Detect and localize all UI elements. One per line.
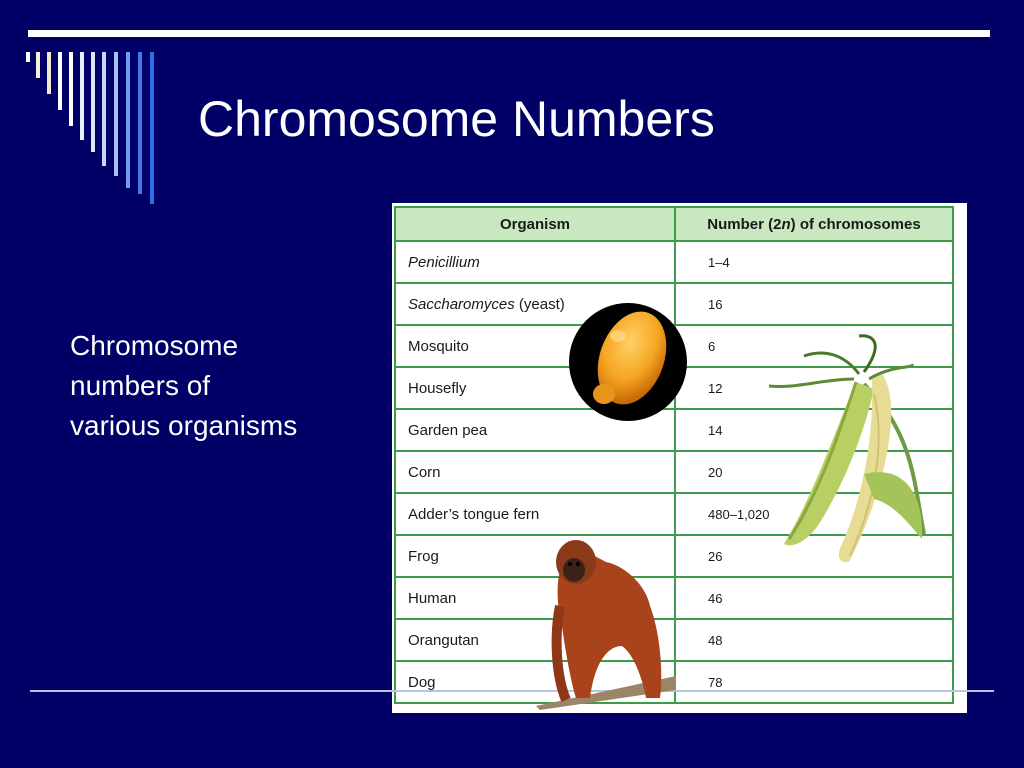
number-cell: 20 <box>675 451 953 493</box>
number-cell: 78 <box>675 661 953 703</box>
number-cell: 46 <box>675 577 953 619</box>
organism-cell <box>395 241 675 283</box>
number-cell: 16 <box>675 283 953 325</box>
number-cell: 12 <box>675 367 953 409</box>
organism-name: Orangutan <box>408 631 479 649</box>
organism-cell <box>395 451 675 493</box>
organism-name: Housefly <box>408 379 467 397</box>
number-cell: 48 <box>675 619 953 661</box>
header-number-italic: n <box>781 215 791 233</box>
organism-italic: Saccharomyces <box>408 295 515 313</box>
number-cell: 26 <box>675 535 953 577</box>
header-number-suffix: ) of chromosomes <box>790 215 921 233</box>
yeast-cell-image <box>568 302 688 422</box>
organism-name: (yeast) <box>514 295 565 313</box>
organism-name: Mosquito <box>408 337 469 355</box>
number-cell: 6 <box>675 325 953 367</box>
top-rule <box>28 30 990 37</box>
number-cell: 1–4 <box>675 241 953 283</box>
organism-name: Dog <box>408 673 436 691</box>
corn-cobs-image <box>764 334 944 574</box>
slide-title: Chromosome Numbers <box>198 91 715 147</box>
table-row <box>395 241 953 283</box>
number-cell: 14 <box>675 409 953 451</box>
organism-italic: Penicillium <box>408 253 480 271</box>
bottom-rule <box>30 690 994 692</box>
header-organism: Organism <box>395 207 675 241</box>
body-line: Chromosome <box>70 330 239 361</box>
organism-name: Frog <box>408 547 439 565</box>
organism-name: Corn <box>408 463 441 481</box>
organism-name: Human <box>408 589 457 607</box>
number-cell: 480–1,020 <box>675 493 953 535</box>
body-line: various organisms <box>70 410 298 441</box>
table-header-row <box>395 207 953 241</box>
organism-name: Garden pea <box>408 421 488 439</box>
header-number <box>675 207 953 241</box>
organism-name: Adder’s tongue fern <box>408 505 540 523</box>
decorative-bars <box>26 52 166 212</box>
body-line: numbers of <box>70 370 211 401</box>
orangutan-image <box>536 526 676 710</box>
header-number-prefix: Number (2 <box>707 215 782 233</box>
slide-body-text <box>70 326 370 446</box>
